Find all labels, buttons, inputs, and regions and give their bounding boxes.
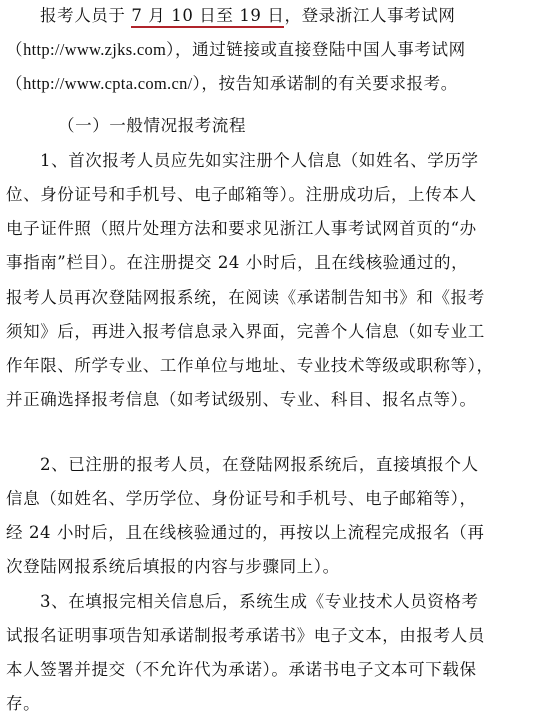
registration-dates-highlight: 7 月 10 日至 19 日 [131,6,284,28]
step2-line-2: 信息（如姓名、学历学位、身份证号和手机号、电子邮箱等）， [6,489,477,508]
step1-line-3: 电子证件照（照片处理方法和要求见浙江人事考试网首页的“办 [6,219,477,238]
step1-line-4: 事指南”栏目）。在注册提交 24 小时后，且在线核验通过的， [6,253,469,272]
step1-line-2: 位、身份证号和手机号、电子邮箱等）。注册成功后，上传本人 [6,185,477,204]
intro-line-3 [0,73,552,95]
intro-line-1-start: 报考人员于 [40,6,132,25]
step2-line-1: 2、已注册的报考人员，在登陆网报系统后，直接填报个人 [40,455,479,474]
step1-line-6: 须知》后，再进入报考信息录入界面，完善个人信息（如专业工 [6,322,485,341]
intro-line-2-end: ），通过链接或直接登陆中国人事考试网 [166,40,466,59]
section-heading: （一）一般情况报考流程 [58,116,247,135]
step1-line-5: 报考人员再次登陆网报系统，在阅读《承诺制告知书》和《报考 [6,288,485,307]
step2-line-4: 次登陆网报系统后填报的内容与步骤同上）。 [6,557,340,576]
cpta-url-link[interactable]: http://www.cpta.com.cn/ [23,74,193,93]
step1-line-1: 1、首次报考人员应先如实注册个人信息（如姓名、学历学 [40,151,479,170]
step3-line-3: 本人签署并提交（不允许代为承诺）。承诺书电子文本可下载保 [6,660,477,679]
step3-line-4: 存。 [6,694,41,713]
intro-line-3-start: （ [6,74,24,93]
step2-line-3: 经 24 小时后，且在线核验通过的，再按以上流程完成报名（再 [6,523,485,542]
intro-line-3-end: ），按告知承诺制的有关要求报考。 [192,74,458,93]
intro-line-1-end: ，登录浙江人事考试网 [284,6,456,25]
step1-line-8: 并正确选择报考信息（如考试级别、专业、科目、报名点等）。 [6,390,477,409]
zjks-url-link[interactable]: http://www.zjks.com [23,40,167,59]
intro-line-2 [0,39,552,61]
intro-line-2-start: （ [6,40,24,59]
step1-line-7: 作年限、所学专业、工作单位与地址、专业技术等级或职称等）， [6,356,494,375]
step3-line-1: 3、在填报完相关信息后，系统生成《专业技术人员资格考 [40,592,479,611]
step3-line-2: 试报名证明事项告知承诺制报考承诺书》电子文本，由报考人员 [6,626,485,645]
intro-line-1 [0,5,552,27]
